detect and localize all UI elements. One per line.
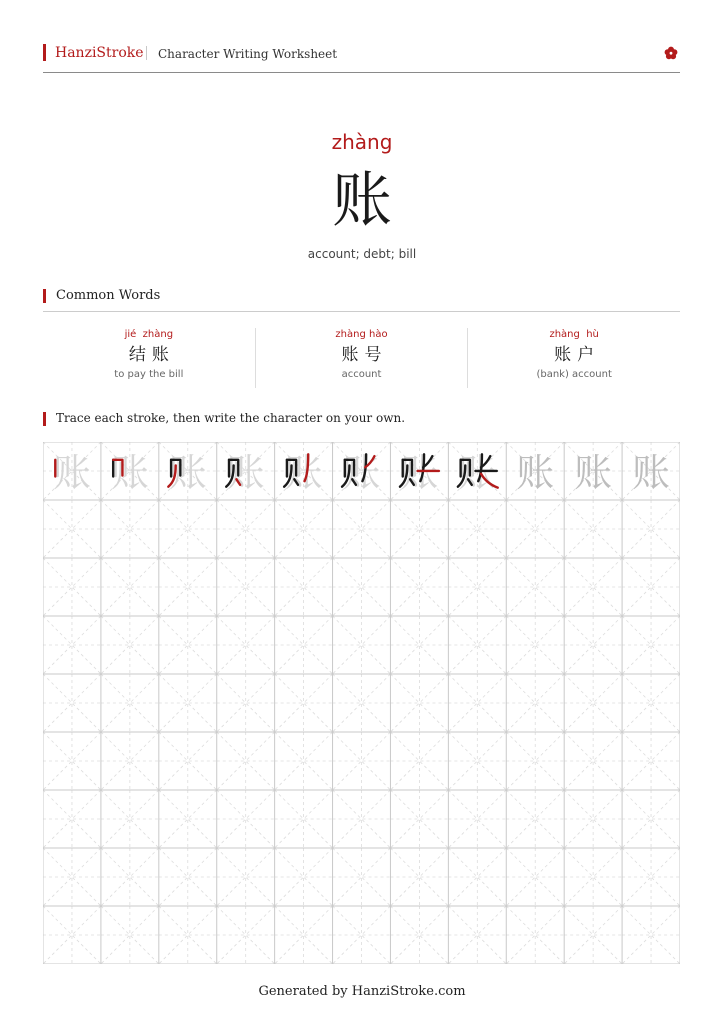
word-item	[255, 328, 468, 388]
word-characters: 结账	[128, 345, 175, 365]
stroke-guide-character: 账	[400, 451, 439, 496]
worksheet-header	[43, 42, 680, 73]
header-separator	[146, 46, 147, 60]
common-words-heading: Common Words	[43, 288, 160, 303]
stroke-guide-character: 账	[168, 451, 207, 496]
common-words-list	[43, 328, 680, 388]
stroke-guide-character: 账	[458, 451, 497, 496]
plum-blossom-icon	[664, 46, 678, 60]
word-pinyin: jié zhàng	[124, 329, 174, 340]
worksheet-subtitle: Character Writing Worksheet	[158, 47, 338, 61]
stroke-guide-character: 账	[226, 451, 265, 496]
practice-grid-canvas[interactable]	[43, 442, 680, 964]
stroke-guide-character: 账	[284, 451, 323, 496]
footer-credit: Generated by HanziStroke.com	[258, 984, 466, 999]
brand-name: HanziStroke	[55, 45, 144, 61]
character-pinyin: zhàng	[331, 130, 393, 154]
character-meaning: account; debt; bill	[307, 247, 417, 261]
word-characters: 账号	[341, 345, 388, 365]
word-item	[467, 328, 680, 388]
stroke-guide-character: 账	[342, 451, 381, 496]
stroke-guide-character: 账	[110, 451, 149, 496]
stroke-guide-character: 账	[52, 451, 91, 496]
word-item	[43, 328, 255, 388]
word-characters: 账户	[554, 345, 601, 365]
word-meaning: account	[341, 369, 382, 380]
word-meaning: to pay the bill	[114, 369, 184, 380]
practice-grid[interactable]	[43, 442, 680, 964]
trace-character: 账	[574, 451, 613, 496]
practice-instruction: Trace each stroke, then write the character on your own.	[43, 411, 405, 425]
trace-character: 账	[516, 451, 555, 496]
word-pinyin: zhàng hù	[549, 329, 599, 340]
character-hanzi: 账	[332, 166, 392, 236]
brand-accent-bar	[43, 44, 46, 61]
word-meaning: (bank) account	[536, 369, 612, 380]
trace-character: 账	[632, 451, 671, 496]
word-pinyin: zhàng hào	[335, 329, 388, 340]
section-divider	[43, 311, 680, 312]
